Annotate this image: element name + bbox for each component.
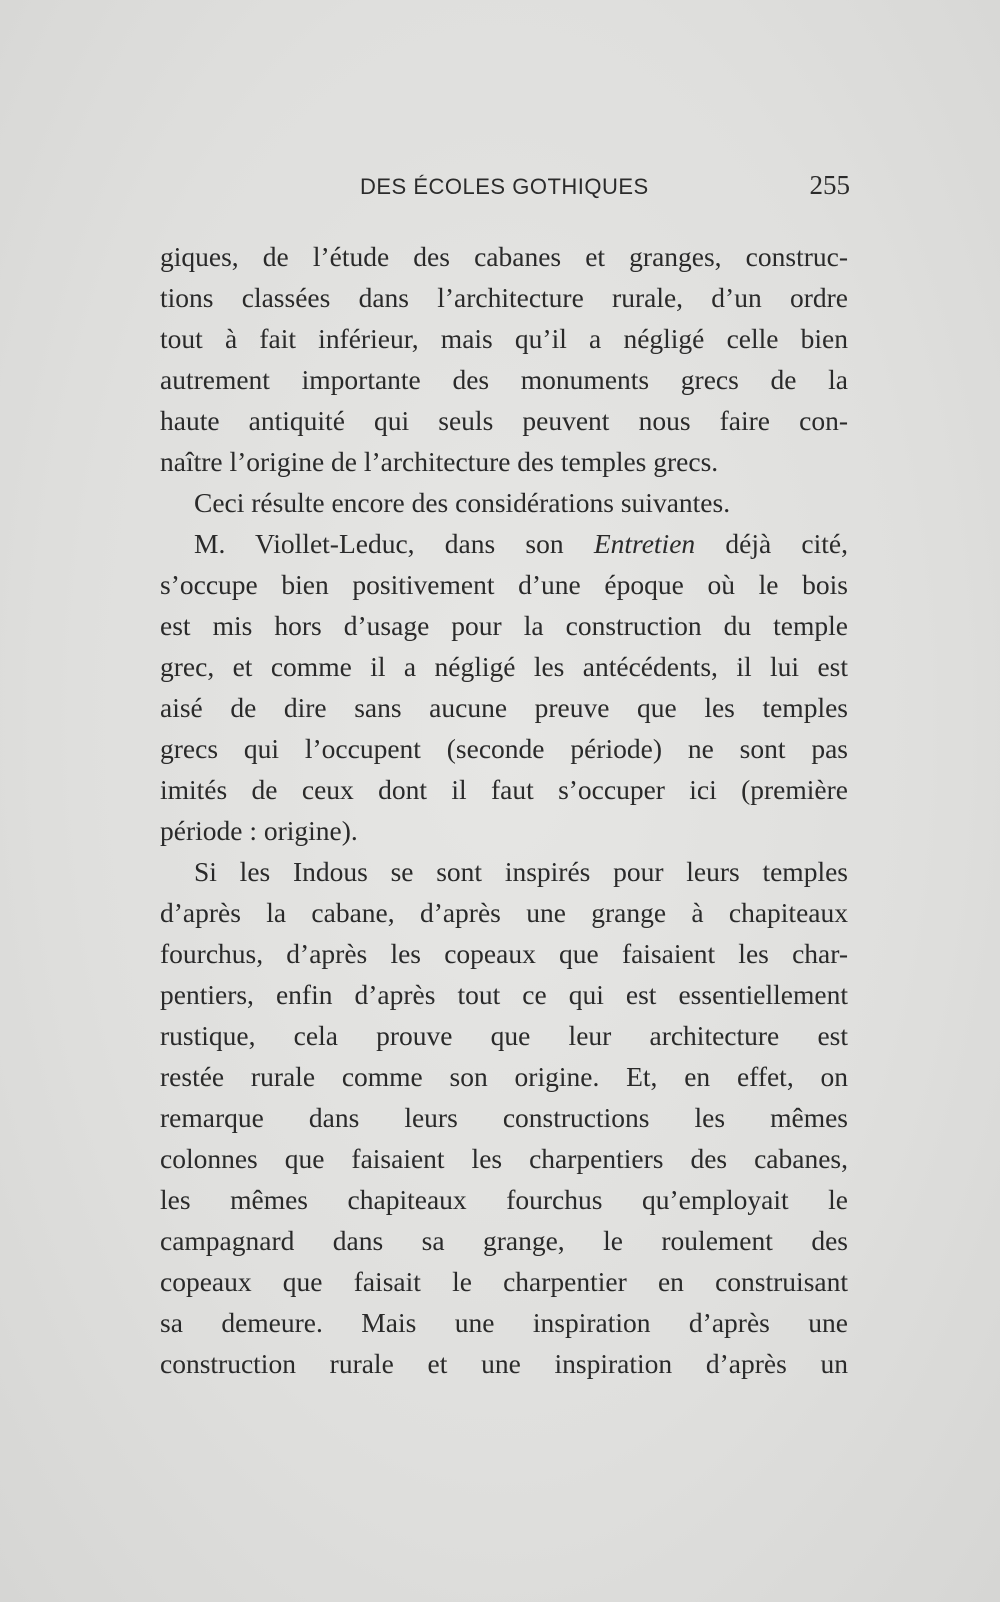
italic-title: Entretien	[593, 528, 696, 559]
text-line: autrement importante des monuments grecs de la	[160, 364, 848, 395]
text-line: aisé de dire sans aucune preuve que les temples	[160, 692, 848, 723]
running-title: DES ÉCOLES GOTHIQUES	[360, 174, 649, 199]
text-line: les mêmes chapiteaux fourchus qu’employait le	[160, 1184, 848, 1215]
text-line: campagnard dans sa grange, le roulement des	[160, 1225, 848, 1256]
text-line: d’après la cabane, d’après une grange à chapiteaux	[160, 897, 848, 928]
text-line: fourchus, d’après les copeaux que faisaient les char-	[160, 938, 848, 969]
text-line: restée rurale comme son origine. Et, en effet, on	[160, 1061, 848, 1092]
text-line: sa demeure. Mais une inspiration d’après une	[160, 1307, 848, 1338]
text-line: copeaux que faisait le charpentier en construisant	[160, 1266, 848, 1297]
body-text	[160, 236, 848, 1384]
text-line: naître l’origine de l’architecture des temples grecs.	[160, 446, 719, 477]
text-line: grec, et comme il a négligé les antécédents, il lui est	[160, 651, 848, 682]
text-line: pentiers, enfin d’après tout ce qui est essentiellement	[160, 979, 848, 1010]
paragraph-start-line: Si les Indous se sont inspirés pour leurs temples	[194, 856, 848, 887]
text-line: giques, de l’étude des cabanes et granges, construc-	[160, 241, 848, 272]
paragraph-start-line: Ceci résulte encore des considérations suivantes.	[194, 487, 731, 518]
text-line: haute antiquité qui seuls peuvent nous faire con-	[160, 405, 848, 436]
text-line: rustique, cela prouve que leur architecture est	[160, 1020, 848, 1051]
text-line: colonnes que faisaient les charpentiers des cabanes,	[160, 1143, 848, 1174]
line-segment: déjà cité,	[725, 528, 848, 559]
text-line: construction rurale et une inspiration d’après un	[160, 1348, 848, 1379]
text-line: grecs qui l’occupent (seconde période) ne sont pas	[160, 733, 848, 764]
text-line: imités de ceux dont il faut s’occuper ici (première	[160, 774, 848, 805]
page-number: 255	[809, 170, 850, 200]
text-line: période : origine).	[160, 815, 358, 846]
text-line: remarque dans leurs constructions les mêmes	[160, 1102, 848, 1133]
text-line: tions classées dans l’architecture rurale, d’un ordre	[160, 282, 848, 313]
text-line: s’occupe bien positivement d’une époque où le bois	[160, 569, 848, 600]
line-segment: M. Viollet-Leduc, dans son	[194, 528, 564, 559]
text-line: tout à fait inférieur, mais qu’il a négligé celle bien	[160, 323, 848, 354]
running-head	[165, 168, 850, 208]
paragraph-start-line	[160, 523, 848, 564]
text-line: est mis hors d’usage pour la construction du temple	[160, 610, 848, 641]
